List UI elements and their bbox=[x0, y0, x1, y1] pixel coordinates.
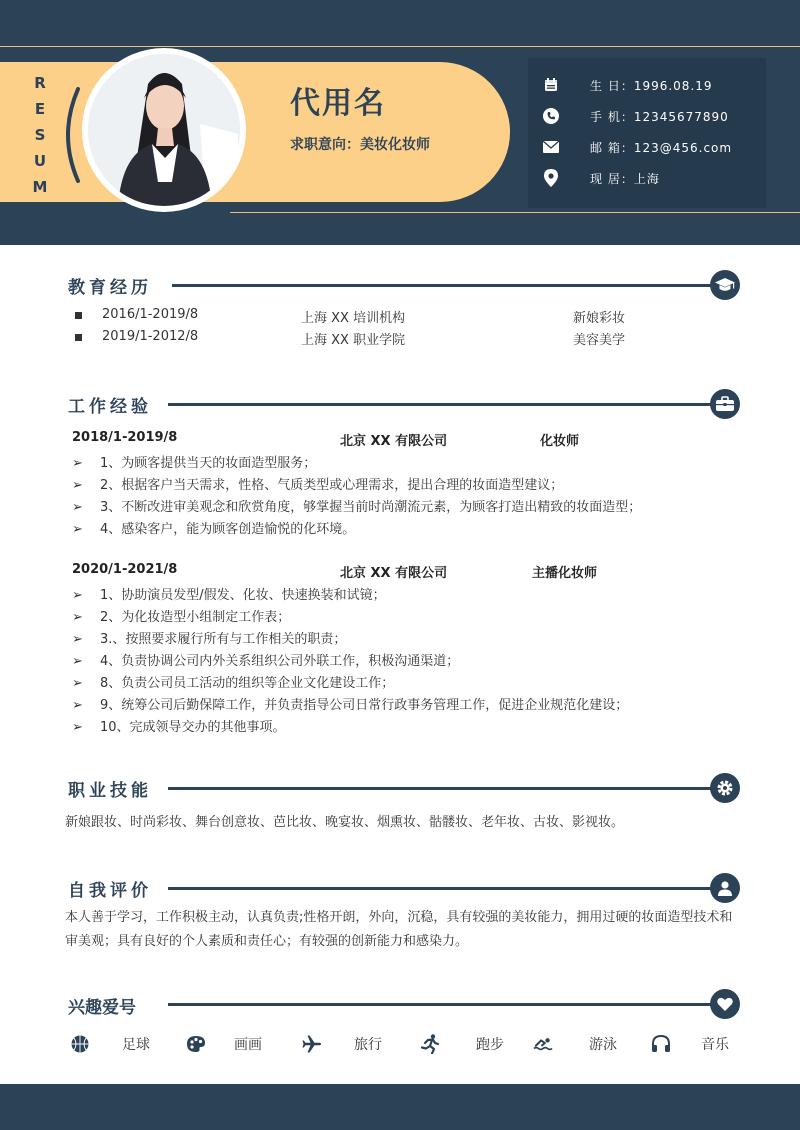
footer-band bbox=[0, 1084, 800, 1130]
section-title-hobbies: 兴趣爱号 bbox=[68, 998, 136, 1018]
briefcase-icon bbox=[710, 389, 740, 419]
list-item: ➢ 10、完成领导交办的其他事项。 bbox=[72, 720, 286, 735]
info-location: 现 居：上海 bbox=[542, 168, 560, 188]
arrow-bullet-icon: ➢ bbox=[72, 522, 83, 537]
graduation-cap-icon bbox=[710, 270, 740, 300]
mail-icon bbox=[542, 138, 560, 156]
section-rule-education bbox=[172, 284, 717, 287]
hobby-item: 旅行 bbox=[302, 1032, 322, 1056]
arrow-bullet-icon: ➢ bbox=[72, 698, 83, 713]
arrow-bullet-icon: ➢ bbox=[72, 720, 83, 735]
hobby-item: 游泳 bbox=[533, 1032, 553, 1056]
info-phone: 手 机：12345677890 bbox=[542, 106, 560, 126]
list-item: ➢ 9、统筹公司后勤保障工作，并负责指导公司日常行政事务管理工作，促进企业规范化建设； bbox=[72, 698, 629, 713]
phone-icon bbox=[542, 107, 560, 125]
arrow-bullet-icon: ➢ bbox=[72, 632, 83, 647]
bullet-square bbox=[75, 312, 82, 319]
list-item: ➢ 3、不断改进审美观念和欣赏角度，够掌握当前时尚潮流元素，为顾客打造出精致的妆面造型； bbox=[72, 500, 642, 515]
list-item: ➢ 4、感染客户，能为顾客创造愉悦的化环境。 bbox=[72, 522, 356, 537]
self-eval-text: 本人善于学习，工作积极主动，认真负责;性格开朗，外向，沉稳，具有较强的美妆能力，拥用过硬的妆面造型技术和审美观；具有良好的个人素质和责任心；有较强的创新能力和感染力。 bbox=[65, 910, 733, 949]
list-item: ➢ 8、负责公司员工活动的组织等企业文化建设工作； bbox=[72, 676, 395, 691]
arrow-bullet-icon: ➢ bbox=[72, 478, 83, 493]
section-rule-self-eval bbox=[168, 887, 717, 890]
job-intent: 求职意向：美妆化妆师 bbox=[290, 137, 430, 153]
arrow-bullet-icon: ➢ bbox=[72, 676, 83, 691]
section-title-work: 工作经验 bbox=[68, 397, 152, 417]
header-bottom-rule bbox=[230, 212, 800, 213]
section-rule-hobbies bbox=[168, 1003, 717, 1006]
info-email: 邮 箱：123@456.com bbox=[542, 137, 560, 157]
airplane-icon bbox=[302, 1034, 322, 1054]
list-item: ➢ 2、为化妆造型小组制定工作表； bbox=[72, 610, 291, 625]
list-item: ➢ 3.、按照要求履行所有与工作相关的职责； bbox=[72, 632, 347, 647]
heart-icon bbox=[710, 989, 740, 1019]
bullet-square bbox=[75, 334, 82, 341]
section-rule-skills bbox=[168, 787, 717, 790]
arrow-bullet-icon: ➢ bbox=[72, 654, 83, 669]
basketball-icon bbox=[70, 1034, 90, 1054]
arrow-bullet-icon: ➢ bbox=[72, 610, 83, 625]
avatar bbox=[88, 54, 240, 206]
hobby-item: 音乐 bbox=[651, 1032, 671, 1056]
list-item: ➢ 1、协助演员发型/假发、化妆、快速换装和试镜； bbox=[72, 588, 386, 603]
running-icon bbox=[420, 1034, 440, 1054]
palette-icon bbox=[186, 1034, 206, 1054]
section-title-skills: 职业技能 bbox=[68, 781, 152, 801]
info-birthday: 生 日：1996.08.19 bbox=[542, 75, 560, 95]
arrow-bullet-icon: ➢ bbox=[72, 456, 83, 471]
user-icon bbox=[710, 873, 740, 903]
list-item: ➢ 2、根据客户当天需求，性格、气质类型或心理需求，提出合理的妆面造型建议； bbox=[72, 478, 564, 493]
arrow-bullet-icon: ➢ bbox=[72, 588, 83, 603]
section-title-self-eval: 自我评价 bbox=[68, 881, 152, 901]
arrow-bullet-icon: ➢ bbox=[72, 500, 83, 515]
gear-icon bbox=[710, 773, 740, 803]
calendar-icon bbox=[542, 76, 560, 94]
hobby-item: 画画 bbox=[186, 1032, 206, 1056]
skills-text: 新娘跟妆、时尚彩妆、舞台创意妆、芭比妆、晚宴妆、烟熏妆、骷髅妆、老年妆、古妆、影视妆。 bbox=[65, 815, 625, 830]
header-top-rule bbox=[0, 46, 800, 47]
resume-vertical-text: R E S U M E bbox=[32, 74, 48, 222]
swimming-icon bbox=[533, 1034, 553, 1054]
list-item: ➢ 4、负责协调公司内外关系组织公司外联工作，积极沟通渠道； bbox=[72, 654, 460, 669]
location-icon bbox=[542, 169, 560, 187]
headphones-icon bbox=[651, 1034, 671, 1054]
section-rule-work bbox=[168, 403, 717, 406]
candidate-name: 代用名 bbox=[290, 86, 386, 121]
hobby-item: 足球 bbox=[70, 1032, 90, 1056]
hobby-item: 跑步 bbox=[420, 1032, 440, 1056]
list-item: ➢ 1、为顾客提供当天的妆面造型服务； bbox=[72, 456, 317, 471]
section-title-education: 教育经历 bbox=[68, 278, 152, 298]
